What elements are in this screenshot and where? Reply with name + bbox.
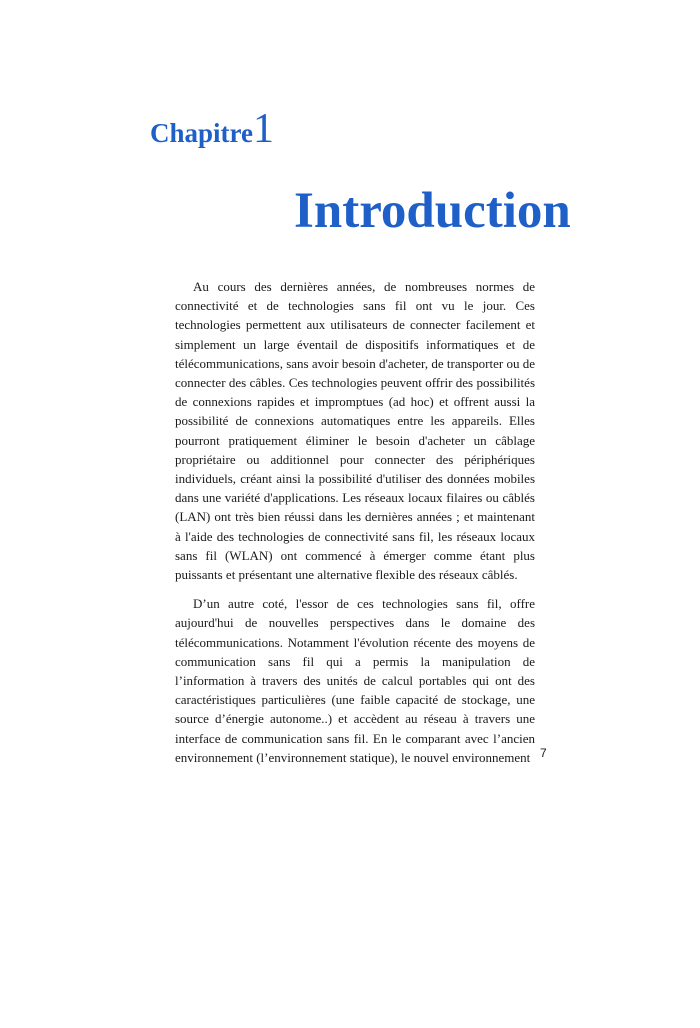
paragraph-1: Au cours des dernières années, de nombreuses normes de connectivité et de technologies sans fil ont vu le jour. Ces technologies permettent aux utilisateurs de connecter facilement et simplement un large éventail de dispositifs informatiques et de télécommunications, sans avoir besoin d'acheter, de transporter ou de connecter des câbles. Ces technologies peuvent offrir des possibilités de connexions rapides et impromptues (ad hoc) et offrent aussi la possibilité de connexions automatiques entre les appareils. Elles pourront pratiquement éliminer le besoin d'acheter un câblage propriétaire ou additionnel pour connecter des périphériques individuels, créant ainsi la possibilité d'utiliser des données mobiles dans une variété d'applications. Les réseaux locaux filaires ou câblés (LAN) ont très bien réussi dans les dernières années ; et maintenant à l'aide des technologies de connectivité sans fil, les réseaux locaux sans fil (WLAN) ont commencé à émerger comme étant plus puissants et présentant une alternative flexible des réseaux câblés. [175, 279, 535, 583]
paragraph-2: D’un autre coté, l'essor de ces technologies sans fil, offre aujourd'hui de nouvelles perspectives dans le domaine des télécommunications. Notamment l'évolution récente des moyens de communication sans fil qui a permis la manipulation de l’information à travers des unités de calcul portables qui ont des caractéristiques particulières (une faible capacité de stockage, une source d’énergie autonome..) et accèdent au réseau à travers une interface de communication sans fil. En le comparant avec l’ancien environnement (l’environnement statique), le nouvel environnement [175, 596, 535, 765]
chapter-label [150, 108, 274, 150]
chapter-title: Introduction [294, 183, 571, 239]
page-number: 7 [540, 746, 547, 760]
body-text [175, 277, 535, 777]
chapter-word: Chapitre [150, 118, 254, 148]
chapter-number: 1 [253, 106, 275, 152]
